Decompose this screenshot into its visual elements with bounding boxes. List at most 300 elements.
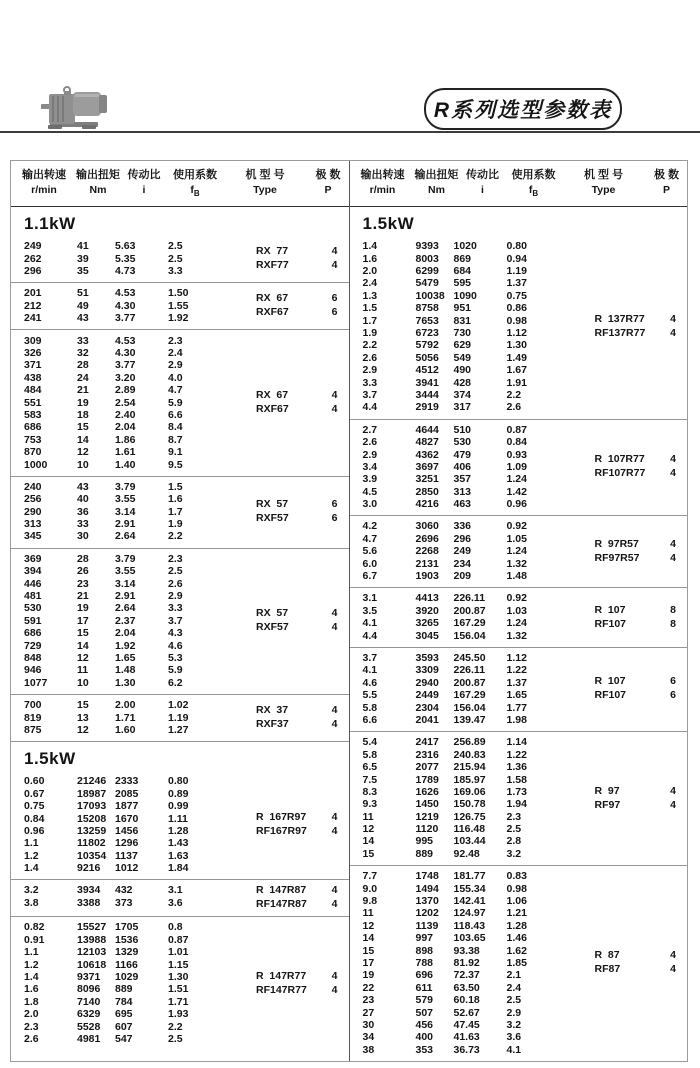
table-cell: 3.14 xyxy=(115,505,136,518)
table-cell: 3.8 xyxy=(24,896,39,909)
table-cell: 181.77 xyxy=(453,870,486,883)
table-cell: 2.2 xyxy=(168,530,183,543)
table-cell: 249 xyxy=(453,545,472,558)
table-row xyxy=(24,958,256,970)
model-type: RXF67 xyxy=(256,403,289,416)
table-cell: 6.5 xyxy=(362,761,378,774)
pole-count: 4 xyxy=(331,704,338,717)
table-cell: 10 xyxy=(77,458,89,471)
table-row xyxy=(363,761,595,773)
model-type: RF107 xyxy=(594,617,627,630)
table-row xyxy=(24,265,256,277)
pole-count: 4 xyxy=(670,949,676,962)
table-cell: 0.8 xyxy=(168,921,183,934)
table-cell: 1.28 xyxy=(506,919,527,932)
table-cell: 0.67 xyxy=(24,787,45,800)
model-type: RX 57 xyxy=(256,607,289,620)
table-cell: 3.55 xyxy=(115,565,136,578)
table-row xyxy=(363,240,595,252)
power-section-title: 1.5kW xyxy=(11,741,349,771)
table-cell: 1.67 xyxy=(506,364,527,377)
table-cell: 1.01 xyxy=(168,946,189,959)
table-cell: 240 xyxy=(24,480,42,493)
table-cell: 3060 xyxy=(415,520,439,533)
model-type-area xyxy=(256,775,349,874)
table-cell: 6329 xyxy=(77,1008,101,1021)
table-row xyxy=(363,870,595,882)
table-row xyxy=(363,664,595,676)
table-cell: 371 xyxy=(24,359,42,372)
table-row xyxy=(363,448,595,460)
model-type: RX 67 xyxy=(256,389,289,402)
data-block xyxy=(11,476,349,548)
table-row xyxy=(363,848,595,860)
model-type: RXF77 xyxy=(256,259,289,272)
table-cell: 1.77 xyxy=(506,701,527,714)
table-cell: 0.98 xyxy=(506,882,527,895)
table-row xyxy=(24,458,256,470)
table-row xyxy=(24,553,256,565)
table-cell: 12 xyxy=(362,919,375,932)
model-type-line xyxy=(256,403,338,416)
data-block xyxy=(11,771,349,879)
table-row xyxy=(363,749,595,761)
table-row xyxy=(363,835,595,847)
table-cell: 2131 xyxy=(415,557,439,570)
table-row xyxy=(363,1031,595,1043)
table-cell: 8003 xyxy=(415,252,439,265)
table-row xyxy=(24,699,256,711)
table-cell: 5479 xyxy=(415,277,439,290)
table-cell: 1139 xyxy=(415,919,439,932)
model-type-area xyxy=(256,481,349,543)
table-cell: 6299 xyxy=(415,265,439,278)
table-cell: 3.20 xyxy=(115,371,136,384)
table-cell: 43 xyxy=(77,480,89,493)
table-cell: 15 xyxy=(77,421,89,434)
table-cell: 200.87 xyxy=(453,604,486,617)
table-cell: 2316 xyxy=(415,748,439,761)
table-cell: 1626 xyxy=(415,785,439,798)
data-block xyxy=(350,865,688,1061)
table-cell: 400 xyxy=(415,1031,434,1044)
pole-count: 4 xyxy=(331,811,338,824)
model-type: RXF57 xyxy=(256,512,289,525)
table-row xyxy=(24,615,256,627)
table-cell: 4.30 xyxy=(115,347,136,360)
table-row xyxy=(363,714,595,726)
table-row xyxy=(363,920,595,932)
table-row xyxy=(363,982,595,994)
table-cell: 1.24 xyxy=(506,473,527,486)
column-header: 机 型 号 Type xyxy=(583,169,624,196)
table-cell: 9216 xyxy=(77,862,101,875)
table-cell: 2.89 xyxy=(115,384,136,397)
table-cell: 3.4 xyxy=(362,460,378,473)
table-cell: 17093 xyxy=(77,800,107,813)
table-cell: 326 xyxy=(24,347,42,360)
table-cell: 0.87 xyxy=(168,933,189,946)
table-cell: 2919 xyxy=(415,401,439,414)
model-type-line xyxy=(595,689,677,702)
pole-count: 8 xyxy=(670,603,676,616)
data-block xyxy=(350,419,688,516)
table-cell: 1.11 xyxy=(168,812,188,825)
table-cell: 695 xyxy=(115,1008,133,1021)
table-cell: 2.3 xyxy=(168,552,183,565)
table-row xyxy=(24,921,256,933)
table-row xyxy=(363,302,595,314)
table-cell: 1219 xyxy=(415,810,439,823)
column-header: 传动比 i xyxy=(466,169,499,196)
table-cell: 1.43 xyxy=(168,837,189,850)
table-cell: 1.71 xyxy=(168,995,189,1008)
table-cell: 1.19 xyxy=(506,265,527,278)
table-cell: 995 xyxy=(415,835,434,848)
model-type-line xyxy=(595,618,677,631)
table-cell: 0.60 xyxy=(24,775,45,788)
table-cell: 1.12 xyxy=(506,652,527,664)
table-cell: 1.2 xyxy=(24,849,39,862)
table-cell: 1.85 xyxy=(506,956,527,969)
table-row xyxy=(24,884,256,896)
table-cell: 1.19 xyxy=(168,711,189,724)
table-cell: 611 xyxy=(415,981,433,994)
column-header: 输出转速 r/min xyxy=(22,169,66,196)
table-cell: 1.6 xyxy=(24,983,39,996)
table-cell: 1877 xyxy=(115,800,139,813)
table-cell: 3.1 xyxy=(362,592,378,605)
table-cell: 13259 xyxy=(77,824,107,837)
table-cell: 39 xyxy=(77,252,89,265)
table-cell: 4216 xyxy=(415,498,439,511)
table-cell: 8.7 xyxy=(168,433,183,446)
model-type-area xyxy=(256,334,349,470)
table-row xyxy=(363,401,595,413)
table-cell: 5.3 xyxy=(168,652,183,664)
table-cell: 4827 xyxy=(415,436,439,449)
table-cell: 1.21 xyxy=(506,907,527,920)
table-cell: 1.4 xyxy=(362,240,378,253)
table-cell: 373 xyxy=(115,896,133,909)
table-cell: 0.96 xyxy=(24,824,45,837)
table-row xyxy=(24,287,256,299)
table-cell: 1.4 xyxy=(24,862,39,875)
table-cell: 9.8 xyxy=(362,895,378,908)
pole-count: 4 xyxy=(331,607,338,620)
model-type: RX 77 xyxy=(256,245,289,258)
table-cell: 1.51 xyxy=(168,983,189,996)
table-row xyxy=(24,677,256,689)
table-cell: 5.63 xyxy=(115,240,136,253)
table-cell: 241 xyxy=(24,312,42,325)
model-type: RXF57 xyxy=(256,621,289,634)
table-cell: 428 xyxy=(453,376,472,389)
header-divider xyxy=(0,131,700,133)
table-cell: 13988 xyxy=(77,933,107,946)
table-cell: 155.34 xyxy=(453,882,486,895)
table-cell: 262 xyxy=(24,252,42,265)
table-cell: 1.71 xyxy=(115,711,136,724)
table-cell: 14 xyxy=(77,639,89,652)
table-cell: 2.2 xyxy=(362,339,378,352)
table-cell: 1.06 xyxy=(506,895,527,908)
table-cell: 40 xyxy=(77,493,89,506)
data-block xyxy=(11,329,349,475)
table-cell: 0.93 xyxy=(506,448,527,461)
model-type-line xyxy=(256,306,338,319)
table-cell: 946 xyxy=(24,664,42,677)
data-block xyxy=(11,879,349,916)
model-type-area xyxy=(595,736,688,860)
table-cell: 951 xyxy=(453,302,472,315)
table-cell: 2.5 xyxy=(168,252,183,265)
model-type-area xyxy=(256,287,349,324)
table-cell: 3.6 xyxy=(506,1031,522,1044)
table-cell: 0.84 xyxy=(506,436,527,449)
table-cell: 2.54 xyxy=(115,396,136,409)
table-row xyxy=(363,364,595,376)
table-cell: 463 xyxy=(453,498,472,511)
table-cell: 2.04 xyxy=(115,627,136,640)
table-cell: 3388 xyxy=(77,896,101,909)
table-row xyxy=(363,944,595,956)
table-row xyxy=(363,798,595,810)
table-row xyxy=(24,590,256,602)
pole-count: 6 xyxy=(331,498,338,511)
table-cell: 5792 xyxy=(415,339,439,352)
table-row xyxy=(24,434,256,446)
table-cell: 200.87 xyxy=(453,676,486,689)
model-type-area xyxy=(595,520,688,582)
table-content-right xyxy=(350,207,688,1061)
pole-count: 4 xyxy=(670,467,676,480)
model-type-line xyxy=(256,607,338,620)
model-type-line xyxy=(256,259,338,272)
table-cell: 5.35 xyxy=(115,252,136,265)
table-row xyxy=(24,506,256,518)
table-cell: 5.8 xyxy=(362,701,378,714)
table-row xyxy=(363,533,595,545)
table-cell: 5528 xyxy=(77,1020,101,1033)
table-cell: 3593 xyxy=(415,652,439,664)
table-row xyxy=(24,812,256,824)
table-cell: 7140 xyxy=(77,995,101,1008)
table-cell: 167.29 xyxy=(453,689,486,702)
table-cell: 438 xyxy=(24,371,42,384)
table-cell: 19 xyxy=(362,969,375,982)
table-cell: 1789 xyxy=(415,773,439,786)
pole-count: 4 xyxy=(331,259,338,272)
table-cell: 700 xyxy=(24,699,42,712)
table-cell: 3.3 xyxy=(362,376,378,389)
table-cell: 5.9 xyxy=(168,396,183,409)
table-row xyxy=(24,334,256,346)
model-type-line xyxy=(256,498,338,511)
table-cell: 3.77 xyxy=(115,359,136,372)
table-row xyxy=(363,957,595,969)
table-row xyxy=(24,384,256,396)
table-cell: 2940 xyxy=(415,676,439,689)
table-cell: 52.67 xyxy=(453,1006,480,1019)
table-cell: 4.53 xyxy=(115,334,136,347)
table-cell: 353 xyxy=(415,1043,434,1056)
table-cell: 12 xyxy=(77,652,89,664)
table-cell: 1.22 xyxy=(506,748,527,761)
table-cell: 4.1 xyxy=(506,1043,522,1056)
pole-count: 4 xyxy=(670,551,676,564)
column-header: 传动比 i xyxy=(127,169,161,196)
model-type-line xyxy=(256,970,338,983)
table-row xyxy=(24,409,256,421)
table-row xyxy=(24,252,256,264)
table-row xyxy=(363,376,595,388)
pole-count: 4 xyxy=(670,313,676,326)
table-cell: 3.2 xyxy=(506,847,522,860)
table-cell: 19 xyxy=(77,396,89,409)
gearmotor-icon xyxy=(40,82,118,130)
table-cell: 1.92 xyxy=(168,312,189,325)
table-row xyxy=(24,862,256,874)
table-cell: 2850 xyxy=(415,485,439,498)
table-cell: 4413 xyxy=(415,592,439,605)
table-cell: 41.63 xyxy=(453,1031,480,1044)
table-cell: 49 xyxy=(77,299,89,312)
table-cell: 116.48 xyxy=(453,823,486,836)
table-cell: 1.93 xyxy=(168,1008,189,1021)
table-cell: 1.84 xyxy=(168,862,189,875)
table-cell: 1.63 xyxy=(168,849,189,862)
table-cell: 1.73 xyxy=(506,785,527,798)
table-row xyxy=(363,498,595,510)
table-cell: 3.5 xyxy=(362,604,378,617)
table-cell: 730 xyxy=(453,327,472,340)
table-cell: 38 xyxy=(362,1043,375,1056)
model-type-line xyxy=(256,898,338,911)
table-cell: 1.12 xyxy=(506,327,527,340)
table-cell: 1.40 xyxy=(115,458,136,471)
table-row xyxy=(24,1020,256,1032)
table-row xyxy=(363,339,595,351)
table-cell: 1.6 xyxy=(168,493,183,506)
table-cell: 1903 xyxy=(415,570,439,583)
table-cell: 629 xyxy=(453,339,472,352)
table-cell: 484 xyxy=(24,384,42,397)
column-header: 输出扭矩 Nm xyxy=(76,169,120,196)
table-cell: 345 xyxy=(24,530,42,543)
model-type: RF167R97 xyxy=(256,825,307,838)
table-cell: 226.11 xyxy=(453,664,486,677)
model-type: R 147R87 xyxy=(256,884,307,897)
table-row xyxy=(24,627,256,639)
data-block xyxy=(11,548,349,694)
model-type-line xyxy=(256,984,338,997)
table-row xyxy=(24,565,256,577)
model-type-line xyxy=(256,512,338,525)
table-cell: 4981 xyxy=(77,1032,101,1045)
pole-count: 4 xyxy=(331,983,338,996)
model-type-line xyxy=(256,811,338,824)
table-cell: 456 xyxy=(415,1018,434,1031)
gearmotor-photo xyxy=(40,82,118,130)
table-row xyxy=(363,327,595,339)
model-type: RX 57 xyxy=(256,498,289,511)
table-cell: 3.79 xyxy=(115,480,136,493)
table-cell: 8.3 xyxy=(362,785,378,798)
page-title: R系列选型参数表 xyxy=(424,88,622,130)
pole-count: 4 xyxy=(670,784,676,797)
table-cell: 47.45 xyxy=(453,1018,480,1031)
table-cell: 30 xyxy=(77,530,89,543)
table-cell: 1.37 xyxy=(506,676,527,689)
table-cell: 1.5 xyxy=(362,302,378,315)
table-cell: 3.2 xyxy=(506,1018,522,1031)
table-cell: 1536 xyxy=(115,933,139,946)
model-type-line xyxy=(595,538,677,551)
table-cell: 4.7 xyxy=(362,532,378,545)
model-type: RF147R77 xyxy=(256,983,307,996)
table-cell: 167.29 xyxy=(453,617,486,630)
table-cell: 2.5 xyxy=(168,565,183,578)
table-cell: 591 xyxy=(24,614,42,627)
table-cell: 686 xyxy=(24,627,42,640)
table-cell: 10 xyxy=(77,676,89,689)
table-cell: 4.53 xyxy=(115,287,136,300)
table-cell: 1.49 xyxy=(506,351,527,364)
table-cell: 2.9 xyxy=(168,590,183,603)
table-cell: 551 xyxy=(24,396,42,409)
table-cell: 5.5 xyxy=(362,689,378,702)
table-cell: 6.7 xyxy=(362,570,378,583)
model-type-line xyxy=(595,467,677,480)
table-cell: 313 xyxy=(24,518,42,531)
table-cell: 406 xyxy=(453,460,472,473)
table-row xyxy=(24,1033,256,1045)
table-cell: 4.4 xyxy=(362,401,378,414)
table-cell: 889 xyxy=(115,983,133,996)
model-type: RX 37 xyxy=(256,704,289,717)
table-row xyxy=(363,265,595,277)
table-cell: 2085 xyxy=(115,787,139,800)
table-cell: 9.1 xyxy=(168,446,183,459)
table-row xyxy=(24,300,256,312)
table-cell: 4.7 xyxy=(168,384,183,397)
model-type: R 87 xyxy=(594,949,620,962)
table-cell: 3.79 xyxy=(115,552,136,565)
table-cell: 1.48 xyxy=(506,570,527,583)
table-cell: 21 xyxy=(77,384,89,397)
table-cell: 788 xyxy=(415,956,434,969)
table-cell: 4512 xyxy=(415,364,439,377)
table-cell: 27 xyxy=(362,1006,375,1019)
table-cell: 1.98 xyxy=(506,713,527,726)
table-row xyxy=(363,882,595,894)
table-cell: 92.48 xyxy=(453,847,480,860)
table-cell: 2.8 xyxy=(506,835,522,848)
table-cell: 28 xyxy=(77,552,89,565)
table-cell: 5.6 xyxy=(362,545,378,558)
table-cell: 215.94 xyxy=(453,761,486,774)
table-row xyxy=(24,837,256,849)
table-cell: 296 xyxy=(453,532,472,545)
table-cell: 0.96 xyxy=(506,498,527,511)
table-cell: 831 xyxy=(453,314,472,327)
table-cell: 3.14 xyxy=(115,577,136,590)
table-cell: 432 xyxy=(115,884,133,897)
table-cell: 1.94 xyxy=(506,798,527,811)
table-cell: 530 xyxy=(453,436,472,449)
pole-count: 6 xyxy=(670,675,676,688)
